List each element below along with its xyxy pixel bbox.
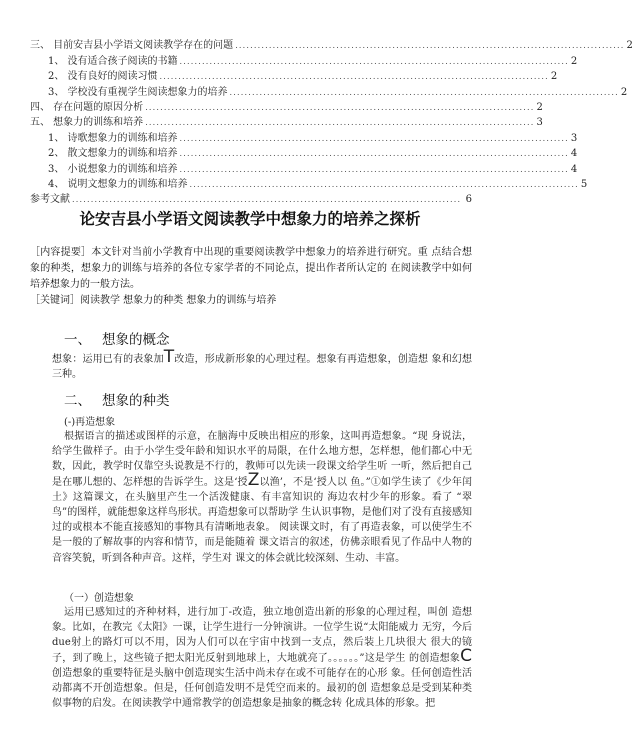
- toc-entry[interactable]: [30, 160, 578, 175]
- toc-dot-leader: ........................................................................................................: [229, 87, 619, 97]
- para1-text-a: 根据语言的描述或图样的示意，在脑海中反映出相应的形象，这叫再造想象。“现 身说法，给学生做样子。由于小学生受年龄和知识水平的局限，在什么地方想，怎样想，他们都心中无数，因此，教学时仅靠空头说教是不行的，教师可以先读一段课文给学生听 一听，然后把自己是在哪儿想的、怎样想的告诉学生。这是‘授: [52, 431, 472, 488]
- toc-entry-page: 2: [626, 40, 633, 52]
- para1-text-e: 如学生读了《少年闰土》这篇课文，在头脑里产生一个活泼健康、有丰富知识的 海边农村少年的形象。看了 “翠鸟”的图样，就能想象这样鸟形状。再造想象可以帮助学 生认识事物，是他们对了没有直接感知过的或根本不能直接感知的事物具有清晰地表象。 阅读课文时，有了再造表象，可以使学生不是一般的了解故事的内容和情节，而是能随着 课文语言的叙述，仿佛亲眼看见了作品中人物的音容笑貌，听到各种声音。这样，学生对 课文的体会就比较深刻、生动、丰富。: [52, 476, 472, 564]
- table-of-contents: [30, 37, 633, 206]
- toc-entry-label: 参考文献: [30, 194, 70, 206]
- creative-imagination-paragraph: [52, 605, 472, 711]
- toc-dot-leader: ........................................................................................................: [145, 118, 535, 128]
- toc-dot-leader: ........................................................................................................: [145, 102, 535, 112]
- section-title: 想象的概念: [102, 332, 170, 348]
- toc-dot-leader: ........................................................................................................: [235, 41, 625, 51]
- toc-entry[interactable]: [30, 83, 628, 98]
- toc-entry[interactable]: [30, 37, 633, 52]
- toc-entry[interactable]: [30, 99, 543, 114]
- toc-entry[interactable]: [30, 114, 543, 129]
- toc-entry-page: 4: [570, 163, 578, 175]
- toc-entry-label: 4、 说明文想象力的训练和培养: [48, 178, 188, 190]
- subheading-reproductive-imagination: (-)再造想象: [64, 417, 116, 428]
- concept-text-start: 想象：运用已有的表象加: [52, 354, 164, 365]
- toc-dot-leader: ........................................................................................................: [179, 149, 569, 159]
- toc-dot-leader: ........................................................................................................: [179, 56, 569, 66]
- toc-entry[interactable]: [30, 68, 558, 83]
- toc-entry-page: 5: [580, 178, 588, 190]
- toc-entry-label: 五、 想象力的训练和培养: [30, 117, 144, 129]
- toc-dot-leader: ........................................................................................................: [189, 179, 579, 189]
- toc-entry-label: 三、 目前安吉县小学语文阅读教学存在的问题: [30, 40, 234, 52]
- toc-entry-label: 四、 存在问题的原因分析: [30, 101, 144, 113]
- concept-text-end: 改造，形成新形象的心理过程。想象有再造想象，创造想 象和幻想三种。: [52, 354, 473, 381]
- toc-entry-page: 2: [620, 86, 628, 98]
- toc-entry[interactable]: [30, 191, 472, 206]
- toc-entry-page: 4: [570, 148, 578, 160]
- toc-dot-leader: ........................................................................................................: [179, 164, 569, 174]
- para2-text-c: 创造想象的重要特征是头脑中创造现实生活中尚未存在或不可能存在的心形 象。任何创造性活动都离不开创造想象。但是，任何创造发明不是凭空而来的。最初的创 造想象总是受到某种类似事物的启发。在阅读教学中通常教学的创造想象是抽象的概念转 化成具体的形象。把: [52, 667, 472, 710]
- toc-entry[interactable]: [30, 145, 578, 160]
- para2-text-a: 运用已感知过的齐种材料，进行加丁-改造，独立地创造出新的形象的心理过程，叫创 造想象。比如，在教完《太阳》一课，让学生进行一分钟演讲。一位学生说“太阳能威力 无穷，今后due射上的路灯可以不用，因为人们可以在宇宙中找到一支点，然后装上几块很大 很大的镜子，到了晚上，这些镜子把太阳光反射到地球上，大地就亮了。。。。。。”这是学生 的创造想象: [52, 607, 472, 664]
- toc-entry-page: 2: [570, 55, 578, 67]
- toc-entry-label: 1、 诗歌想象力的训练和培养: [48, 132, 178, 144]
- toc-entry-label: 3、 学校没有重视学生阅读想象力的培养: [48, 86, 228, 98]
- toc-dot-leader: ........................................................................................................: [179, 133, 569, 143]
- toc-entry-label: 2、 没有良好的阅读习惯: [48, 71, 158, 83]
- toc-entry[interactable]: [30, 129, 578, 144]
- toc-entry-label: 2、 散文想象力的训练和培养: [48, 148, 178, 160]
- toc-entry-label: 3、 小说想象力的训练和培养: [48, 163, 178, 175]
- toc-entry-page: 3: [536, 117, 543, 129]
- toc-entry-page: 2: [550, 71, 558, 83]
- artifact-letter-c: C: [460, 645, 472, 666]
- concept-paragraph: [52, 347, 473, 382]
- section-number: 二、: [64, 393, 91, 409]
- reproductive-imagination-paragraph: [52, 429, 472, 566]
- toc-dot-leader: ........................................................................................................: [72, 195, 462, 205]
- artifact-letter-t: T: [163, 347, 175, 367]
- footnote-marker[interactable]: ①: [370, 476, 381, 488]
- para1-text-c: 以渔’，不是‘授人以 鱼。”: [259, 476, 371, 488]
- section-heading-types: [64, 389, 170, 409]
- artifact-letter-z: Z: [247, 469, 260, 490]
- toc-entry-page: 6: [465, 194, 472, 206]
- toc-entry[interactable]: [30, 176, 588, 191]
- section-number: 一、: [64, 332, 91, 348]
- toc-entry-page: 2: [536, 101, 543, 113]
- toc-entry-page: 3: [570, 132, 578, 144]
- abstract: ［内容提要］本文针对当前小学教育中出现的重要阅读教学中想象力的培养进行研究。重 点结合想象的种类，想象力的训练与培养的各位专家学者的不同论点，提出作者所认定的 在阅读教学中如何培养想象力的一般方法。: [30, 247, 472, 290]
- toc-dot-leader: ........................................................................................................: [159, 72, 549, 82]
- subheading-creative-imagination: （一）创造想象: [64, 593, 134, 604]
- keywords: ［关键词］阅读教学 想象力的种类 想象力的训练与培养: [30, 295, 277, 306]
- section-heading-concept: [64, 328, 170, 348]
- toc-entry[interactable]: [30, 52, 578, 67]
- section-title: 想象的种类: [102, 393, 170, 409]
- document-title: 论安吉县小学语文阅读教学中想象力的培养之探析: [79, 210, 421, 228]
- toc-entry-label: 1、 没有适合孩子阅读的书籍: [48, 55, 178, 67]
